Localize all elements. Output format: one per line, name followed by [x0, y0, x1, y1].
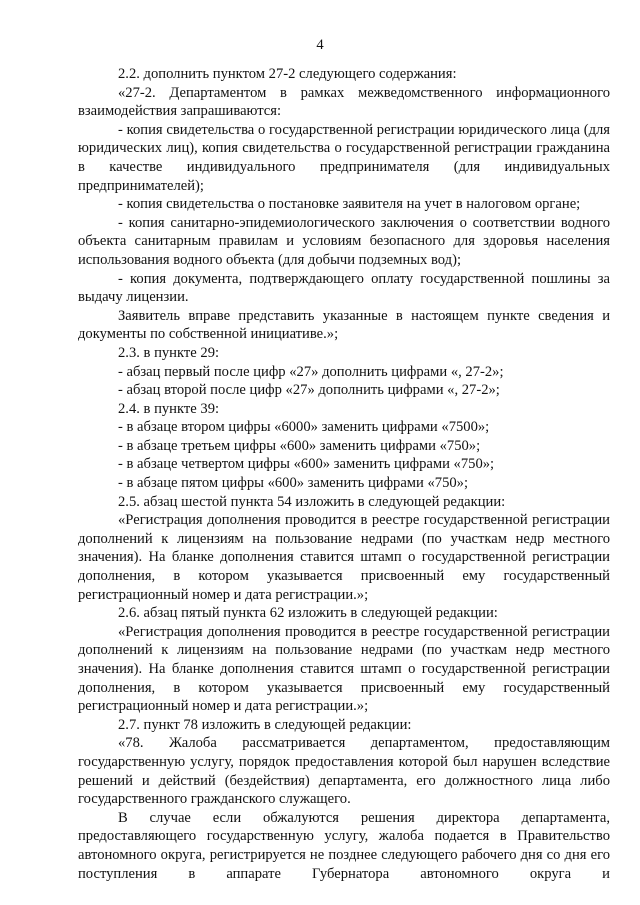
paragraph: «27-2. Департаментом в рамках межведомственного информационного взаимодействия запрашиваются:	[78, 84, 610, 120]
page-number: 4	[316, 37, 324, 53]
paragraph: В случае если обжалуются решения директора департамента, предоставляющего государственную услугу, жалоба подается в Правительство автономного округа, регистрируется не позднее следующего рабочего дня со дня его поступления в аппарате Губернатора автономного округа и	[78, 809, 610, 882]
paragraph: Заявитель вправе представить указанные в настоящем пункте сведения и документы по собственной инициативе.»;	[78, 307, 610, 343]
paragraph: - копия санитарно-эпидемиологического заключения о соответствии водного объекта санитарным правилам и условиям безопасного для здоровья населения использования водного объекта (для добычи подземных вод);	[78, 214, 610, 268]
paragraph: - копия документа, подтверждающего оплату государственной пошлины за выдачу лицензии.	[78, 270, 610, 306]
paragraph: 2.6. абзац пятый пункта 62 изложить в следующей редакции:	[118, 605, 498, 622]
document-body	[78, 65, 610, 883]
paragraph: 2.7. пункт 78 изложить в следующей редакции:	[118, 716, 412, 733]
paragraph: - абзац второй после цифр «27» дополнить цифрами «, 27-2»;	[118, 382, 500, 399]
paragraph: «Регистрация дополнения проводится в реестре государственной регистрации дополнений к лицензиям на пользование недрами (по участкам недр местного значения). На бланке дополнения ставится штамп о государственной регистрации дополнения, в котором указывается присвоенный ему государственный регистрационный номер и дата регистрации.»;	[78, 623, 610, 715]
paragraph: - абзац первый после цифр «27» дополнить цифрами «, 27-2»;	[118, 363, 504, 380]
paragraph: 2.2. дополнить пунктом 27-2 следующего содержания:	[118, 66, 457, 82]
paragraph: 2.3. в пункте 29:	[118, 344, 220, 361]
paragraph: 2.4. в пункте 39:	[118, 400, 220, 417]
paragraph: «78. Жалоба рассматривается департаментом, предоставляющим государственную услугу, порядок предоставления которой был нарушен вследствие решений и действий (бездействия) департамента, его должностного лица либо государственного гражданского служащего.	[78, 735, 610, 808]
paragraph: - копия свидетельства о постановке заявителя на учет в налоговом органе;	[118, 196, 581, 213]
paragraph: 2.5. абзац шестой пункта 54 изложить в следующей редакции:	[118, 493, 506, 510]
paragraph: «Регистрация дополнения проводится в реестре государственной регистрации дополнений к лицензиям на пользование недрами (по участкам недр местного значения). На бланке дополнения ставится штамп о государственной регистрации дополнения, в котором указывается присвоенный ему государственный регистрационный номер и дата регистрации.»;	[78, 512, 610, 603]
paragraph: - в абзаце четвертом цифры «600» заменить цифрами «750»;	[118, 456, 495, 473]
paragraph: - в абзаце втором цифры «6000» заменить цифрами «7500»;	[118, 419, 490, 436]
paragraph: - в абзаце третьем цифры «600» заменить цифрами «750»;	[118, 437, 481, 454]
paragraph: - в абзаце пятом цифры «600» заменить цифрами «750»;	[118, 475, 469, 492]
paragraph: - копия свидетельства о государственной регистрации юридического лица (для юридических лиц), копия свидетельства о государственной регистрации гражданина в качестве индивидуального предпринимателя (для индивидуальных предпринимателей);	[78, 121, 610, 194]
